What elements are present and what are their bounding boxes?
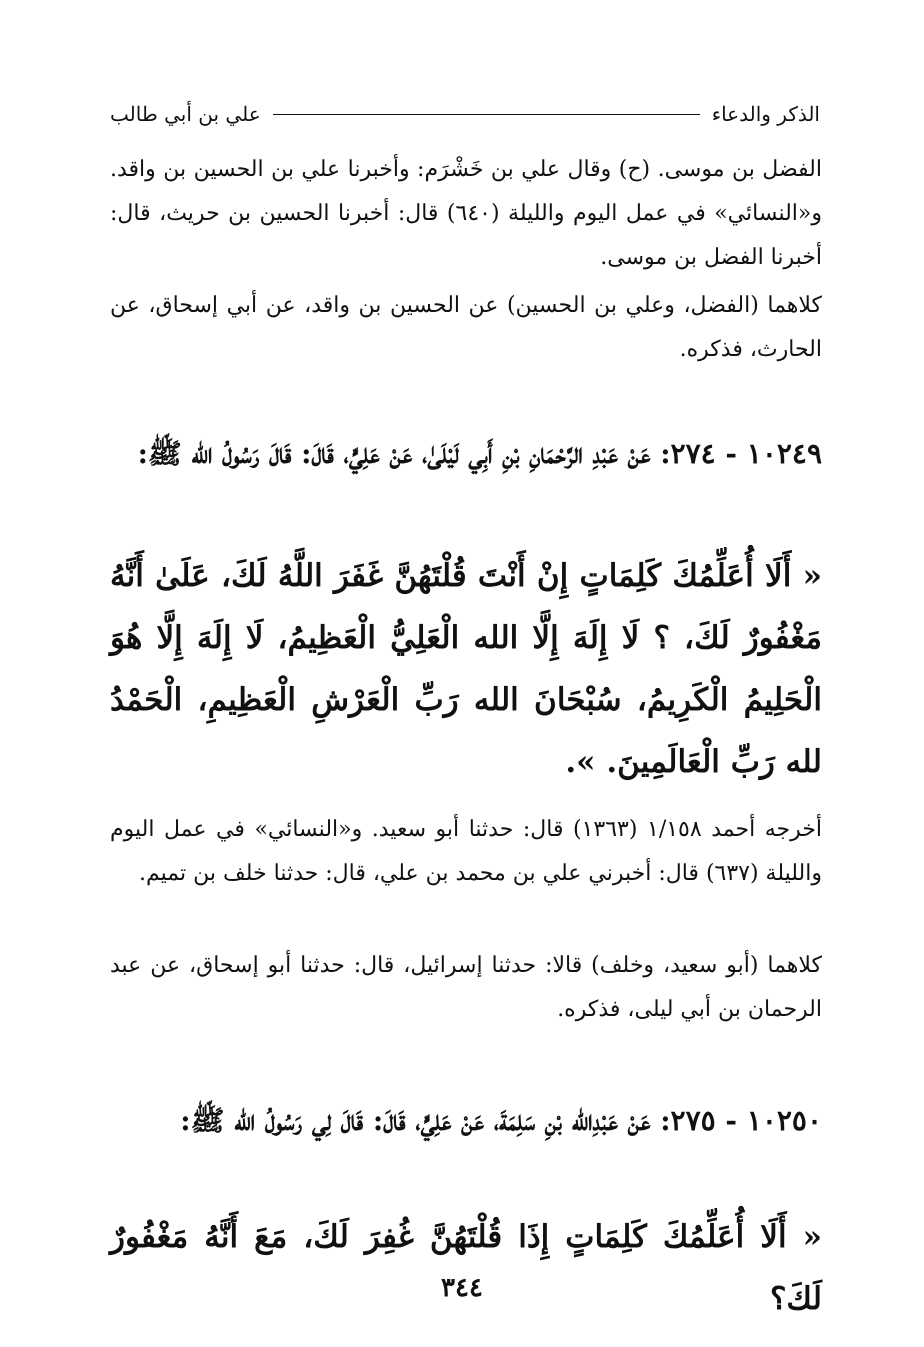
hadith-intro-text: ١٠٢٤٩ - ٢٧٤: عَنْ عَبْدِ الرَّحْمَانِ بْنِ أَبِي لَيْلَىٰ، عَنْ عَلِيٍّ، قَالَ: قَالَ رَسُولُ الله ﷺ:	[137, 437, 822, 470]
hadith-2-text	[110, 1206, 822, 1330]
header-chapter-title: الذكر والدعاء	[711, 102, 820, 126]
paragraph-text: كلاهما (أبو سعيد، وخلف) قالا: حدثنا إسرائيل، قال: حدثنا أبو إسحاق، عن عبد الرحمان بن أبي ليلى، فذكره.	[110, 953, 822, 1022]
source-paragraph-3	[110, 808, 822, 896]
source-paragraph-4	[110, 944, 822, 1032]
running-header	[110, 98, 820, 130]
header-section-title: علي بن أبي طالب	[110, 102, 261, 126]
page-number: ٣٤٤	[441, 1273, 483, 1303]
hadith-1-intro	[110, 423, 822, 485]
hadith-2-intro	[110, 1090, 822, 1152]
hadith-1-text	[110, 545, 822, 793]
hadith-text: « أَلَا أُعَلِّمُكَ كَلِمَاتٍ إِنْ أَنْتَ قُلْتَهُنَّ غَفَرَ اللَّهُ لَكَ، عَلَىٰ أَنَّهُ مَغْفُورٌ لَكَ، ؟ لَا إِلَهَ إِلَّا الله الْعَلِيُّ الْعَظِيمُ، لَا إِلَهَ إِلَّا هُوَ الْحَلِيمُ الْكَرِيمُ، سُبْحَانَ الله رَبِّ الْعَرْشِ الْعَظِيمِ، الْحَمْدُ لله رَبِّ الْعَالَمِينَ. ».	[110, 558, 822, 780]
hadith-text: « أَلَا أُعَلِّمُكَ كَلِمَاتٍ إِذَا قُلْتَهُنَّ غُفِرَ لَكَ، مَعَ أَنَّهُ مَغْفُورٌ لَكَ؟	[110, 1219, 822, 1317]
header-rule	[273, 114, 700, 115]
paragraph-text: أخرجه أحمد ١/١٥٨ (١٣٦٣) قال: حدثنا أبو سعيد. و«النسائي» في عمل اليوم والليلة (٦٣٧) قال: أخبرني علي بن محمد بن علي، قال: حدثنا خلف بن تميم.	[110, 817, 823, 886]
hadith-intro-text: ١٠٢٥٠ - ٢٧٥: عَنْ عَبْدِالله بْنِ سَلِمَةَ، عَنْ عَلِيٍّ، قَالَ: قَالَ لِي رَسُولُ الله ﷺ:	[180, 1104, 822, 1137]
source-paragraph-2	[110, 284, 822, 372]
source-paragraph-1	[110, 148, 822, 280]
paragraph-text: الفضل بن موسى. (ح) وقال علي بن خَشْرَم: وأخبرنا علي بن الحسين بن واقد. و«النسائي» في عمل اليوم والليلة (٦٤٠) قال: أخبرنا الحسين بن حريث، قال: أخبرنا الفضل بن موسى.	[110, 157, 823, 270]
paragraph-text: كلاهما (الفضل، وعلي بن الحسين) عن الحسين بن واقد، عن أبي إسحاق، عن الحارث، فذكره.	[110, 293, 822, 362]
